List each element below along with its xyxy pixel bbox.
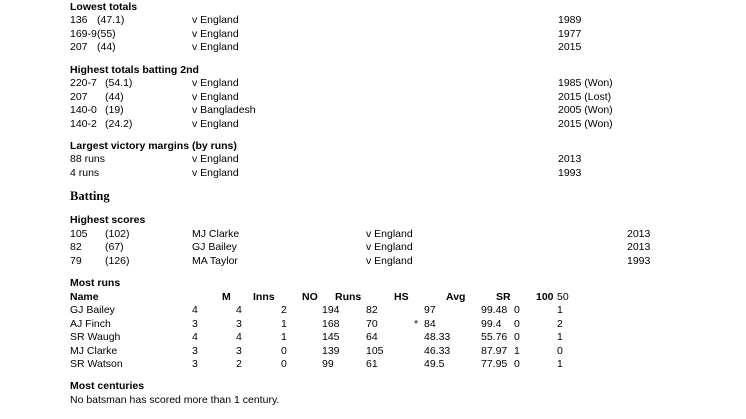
year: 2015 (Lost) [558, 91, 612, 103]
innings: 4 [236, 304, 242, 316]
batting-section-title: Batting [70, 189, 110, 203]
fifties: 1 [557, 358, 563, 370]
score: 220-7 [70, 77, 97, 89]
score: 140-2 [70, 118, 97, 130]
column-header-average: Avg [446, 291, 466, 303]
score: 169-9 [70, 28, 97, 40]
balls: (126) [105, 255, 130, 267]
not-outs: 1 [281, 331, 287, 343]
column-header-runs: Runs [335, 291, 362, 303]
year: 2015 (Won) [558, 118, 613, 130]
opponent: v England [192, 118, 239, 130]
year: 2013 [627, 241, 651, 253]
average: 97 [424, 304, 436, 316]
score: 105 [70, 228, 88, 240]
highest-totals-2nd-heading: Highest totals batting 2nd [70, 64, 199, 76]
player: MA Taylor [192, 255, 238, 267]
column-header-fifties: 50 [557, 291, 569, 303]
hundreds: 0 [514, 331, 520, 343]
player-name: SR Waugh [70, 331, 121, 343]
runs: 145 [322, 331, 340, 343]
overs: (19) [105, 104, 124, 116]
opponent: v England [366, 241, 413, 253]
most-centuries-note: No batsman has scored more than 1 century. [70, 394, 280, 406]
player-name: GJ Bailey [70, 304, 115, 316]
matches: 3 [192, 345, 198, 357]
year: 2013 [627, 228, 651, 240]
column-header-strike-rate: SR [496, 291, 511, 303]
opponent: v England [192, 167, 239, 179]
player-name: AJ Finch [70, 318, 111, 330]
year: 1993 [627, 255, 651, 267]
overs: (55) [97, 28, 116, 40]
balls: (67) [105, 241, 124, 253]
balls: (102) [105, 228, 130, 240]
year: 1985 (Won) [558, 77, 613, 89]
strike-rate: 55.76 [481, 331, 508, 343]
matches: 4 [192, 331, 198, 343]
year: 2005 (Won) [558, 104, 613, 116]
strike-rate: 99.4 [481, 318, 502, 330]
most-centuries-heading: Most centuries [70, 380, 145, 392]
lowest-totals-heading: Lowest totals [70, 1, 138, 13]
player: GJ Bailey [192, 241, 237, 253]
average: 46.33 [424, 345, 451, 357]
strike-rate: 99.48 [481, 304, 508, 316]
opponent: v Bangladesh [192, 104, 256, 116]
runs: 99 [322, 358, 334, 370]
fifties: 1 [557, 331, 563, 343]
column-header-highest-score: HS [394, 291, 409, 303]
highest-score: 105 [366, 345, 384, 357]
column-header-hundreds: 100 [536, 291, 554, 303]
matches: 3 [192, 318, 198, 330]
hundreds: 0 [514, 318, 520, 330]
score: 207 [70, 41, 88, 53]
column-header-innings: Inns [253, 291, 275, 303]
player-name: MJ Clarke [70, 345, 118, 357]
not-out-marker: * [414, 318, 419, 330]
score: 140-0 [70, 104, 97, 116]
opponent: v England [192, 153, 239, 165]
year: 1993 [558, 167, 582, 179]
average: 84 [424, 318, 436, 330]
opponent: v England [366, 255, 413, 267]
hundreds: 1 [514, 345, 520, 357]
fifties: 2 [557, 318, 563, 330]
average: 49.5 [424, 358, 445, 370]
overs: (24.2) [105, 118, 133, 130]
margin: 88 runs [70, 153, 106, 165]
strike-rate: 87.97 [481, 345, 508, 357]
margin: 4 runs [70, 167, 100, 179]
score: 79 [70, 255, 82, 267]
opponent: v England [192, 14, 239, 26]
highest-score: 82 [366, 304, 378, 316]
runs: 168 [322, 318, 340, 330]
score: 82 [70, 241, 82, 253]
matches: 3 [192, 358, 198, 370]
highest-score: 61 [366, 358, 378, 370]
overs: (44) [97, 41, 116, 53]
overs: (54.1) [105, 77, 133, 89]
not-outs: 0 [281, 358, 287, 370]
fifties: 0 [557, 345, 563, 357]
player-name: SR Watson [70, 358, 123, 370]
opponent: v England [366, 228, 413, 240]
hundreds: 0 [514, 304, 520, 316]
not-outs: 2 [281, 304, 287, 316]
year: 1977 [558, 28, 582, 40]
year: 2013 [558, 153, 582, 165]
largest-margins-heading: Largest victory margins (by runs) [70, 140, 237, 152]
innings: 3 [236, 318, 242, 330]
overs: (44) [105, 91, 124, 103]
year: 1989 [558, 14, 582, 26]
matches: 4 [192, 304, 198, 316]
overs: (47.1) [97, 14, 125, 26]
innings: 4 [236, 331, 242, 343]
fifties: 1 [557, 304, 563, 316]
score: 136 [70, 14, 88, 26]
average: 48.33 [424, 331, 451, 343]
highest-scores-heading: Highest scores [70, 214, 146, 226]
column-header-not-outs: NO [302, 291, 318, 303]
not-outs: 1 [281, 318, 287, 330]
opponent: v England [192, 91, 239, 103]
highest-score: 64 [366, 331, 378, 343]
year: 2015 [558, 41, 582, 53]
player: MJ Clarke [192, 228, 240, 240]
not-outs: 0 [281, 345, 287, 357]
innings: 3 [236, 345, 242, 357]
opponent: v England [192, 28, 239, 40]
strike-rate: 77.95 [481, 358, 508, 370]
column-header-matches: M [222, 291, 231, 303]
highest-score: 70 [366, 318, 378, 330]
hundreds: 0 [514, 358, 520, 370]
opponent: v England [192, 41, 239, 53]
opponent: v England [192, 77, 239, 89]
most-runs-heading: Most runs [70, 277, 121, 289]
runs: 194 [322, 304, 340, 316]
innings: 2 [236, 358, 242, 370]
column-header-name: Name [70, 291, 99, 303]
runs: 139 [322, 345, 340, 357]
score: 207 [70, 91, 88, 103]
